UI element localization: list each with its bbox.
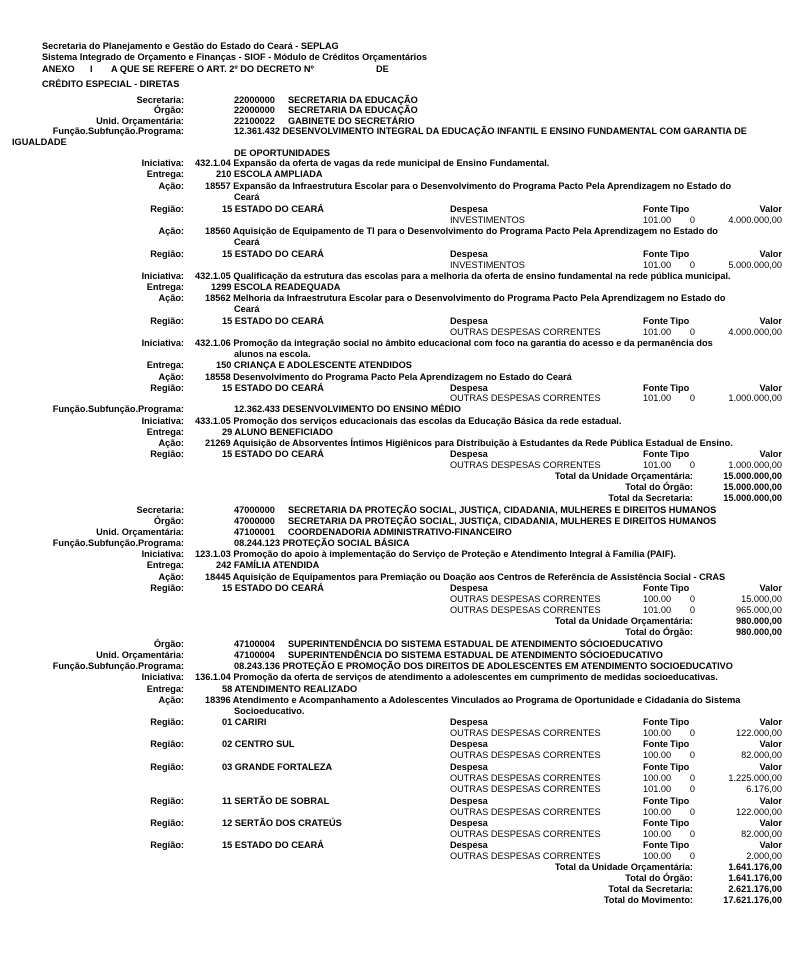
total-unidade-value: 980.000,00 <box>736 616 782 626</box>
tipo-cell: 0 <box>689 750 695 760</box>
acao-label: Ação: <box>158 372 184 382</box>
unid-label: Unid. Orçamentária: <box>96 527 184 537</box>
acao-text: 21269 Aquisição de Absorventes Íntimos Higiênicos para Distribuição à Estudantes da Rede Pública Estadual de Ensino. <box>205 438 733 448</box>
orgao-name: SECRETARIA DA EDUCAÇÃO <box>288 105 418 115</box>
valor-header: Valor <box>759 383 782 393</box>
regiao-name: 15 ESTADO DO CEARÁ <box>222 249 324 259</box>
entrega-label: Entrega: <box>146 360 184 370</box>
header-system-line: Sistema Integrado de Orçamento e Finanças - SIOF - Módulo de Créditos Orçamentários <box>42 52 427 62</box>
total-secretaria-label: Total da Secretaria: <box>608 493 693 503</box>
acao-text: 18396 Atendimento e Acompanhamento a Adolescentes Vinculados ao Programa de Oportunidade e Cidadania do Sistema <box>205 695 741 705</box>
fonte-header: Fonte <box>643 316 669 326</box>
iniciativa-text: 433.1.05 Promoção dos serviços educacionais das escolas da Educação Básica da rede estadual. <box>195 416 622 426</box>
unid-name: COORDENADORIA ADMINISTRATIVO-FINANCEIRO <box>288 527 512 537</box>
acao-text-cont: Ceará <box>234 237 260 247</box>
regiao-name: 15 ESTADO DO CEARÁ <box>222 383 324 393</box>
secretaria-name: SECRETARIA DA EDUCAÇÃO <box>288 95 418 105</box>
despesa-cell: OUTRAS DESPESAS CORRENTES <box>450 728 601 738</box>
total-secretaria-value: 2.621.176,00 <box>728 884 782 894</box>
despesa-header: Despesa <box>450 840 488 850</box>
fonte-cell: 101.00 <box>643 393 672 403</box>
despesa-header: Despesa <box>450 249 488 259</box>
tipo-cell: 0 <box>689 327 695 337</box>
total-orgao-value: 980.000,00 <box>736 627 782 637</box>
regiao-name: 15 ESTADO DO CEARÁ <box>222 449 324 459</box>
valor-header: Valor <box>759 840 782 850</box>
acao-label: Ação: <box>158 181 184 191</box>
regiao-label: Região: <box>150 818 184 828</box>
despesa-cell: INVESTIMENTOS <box>450 260 525 270</box>
annex-text: A QUE SE REFERE O ART. 2º DO DECRETO Nº <box>111 64 314 74</box>
valor-cell: 1.225.000,00 <box>728 773 782 783</box>
programa-name: 08.244.123 PROTEÇÃO SOCIAL BÁSICA <box>234 538 410 548</box>
tipo-header: Tipo <box>670 840 690 850</box>
fonte-cell: 101.00 <box>643 460 672 470</box>
valor-cell: 1.000.000,00 <box>728 393 782 403</box>
acao-label: Ação: <box>158 293 184 303</box>
fonte-header: Fonte <box>643 717 669 727</box>
fonte-cell: 100.00 <box>643 807 672 817</box>
entrega-text: 150 CRIANÇA E ADOLESCENTE ATENDIDOS <box>216 360 412 370</box>
regiao-label: Região: <box>150 249 184 259</box>
valor-cell: 82.000,00 <box>741 750 782 760</box>
despesa-header: Despesa <box>450 383 488 393</box>
programa-name: 08.243.136 PROTEÇÃO E PROMOÇÃO DOS DIREITOS DE ADOLESCENTES EM ATENDIMENTO SOCIOEDUCATIVO <box>234 661 733 671</box>
entrega-label: Entrega: <box>146 684 184 694</box>
regiao-label: Região: <box>150 717 184 727</box>
fonte-cell: 100.00 <box>643 829 672 839</box>
tipo-cell: 0 <box>689 260 695 270</box>
valor-cell: 1.000.000,00 <box>728 460 782 470</box>
valor-cell: 2.000,00 <box>746 851 782 861</box>
total-unidade-label: Total da Unidade Orçamentária: <box>554 471 693 481</box>
orgao-code: 47000000 <box>234 516 275 526</box>
regiao-label: Região: <box>150 316 184 326</box>
regiao-name: 02 CENTRO SUL <box>222 739 295 749</box>
acao-text: 18557 Expansão da Infraestrutura Escolar para o Desenvolvimento do Programa Pacto Pela Aprendizagem no Estado do <box>205 181 732 191</box>
orgao-code: 47100004 <box>234 639 275 649</box>
tipo-header: Tipo <box>670 249 690 259</box>
secretaria-code: 47000000 <box>234 505 275 515</box>
orgao-name: SECRETARIA DA PROTEÇÃO SOCIAL, JUSTIÇA, CIDADANIA, MULHERES E DIREITOS HUMANOS <box>288 516 717 526</box>
fonte-cell: 101.00 <box>643 605 672 615</box>
tipo-cell: 0 <box>689 807 695 817</box>
tipo-cell: 0 <box>689 393 695 403</box>
total-orgao-label: Total do Órgão: <box>625 627 693 637</box>
unid-code: 47100004 <box>234 650 275 660</box>
acao-label: Ação: <box>158 695 184 705</box>
orgao-label: Órgão: <box>153 516 184 526</box>
regiao-name: 11 SERTÃO DE SOBRAL <box>222 796 330 806</box>
fonte-cell: 100.00 <box>643 773 672 783</box>
entrega-text: 1299 ESCOLA READEQUADA <box>211 282 341 292</box>
annex-de: DE <box>376 64 389 74</box>
valor-cell: 4.000.000,00 <box>728 215 782 225</box>
unid-name: SUPERINTENDÊNCIA DO SISTEMA ESTADUAL DE ATENDIMENTO SÓCIOEDUCATIVO <box>288 650 663 660</box>
regiao-name: 15 ESTADO DO CEARÁ <box>222 840 324 850</box>
orgao-code: 22000000 <box>234 105 275 115</box>
acao-label: Ação: <box>158 438 184 448</box>
total-unidade-label: Total da Unidade Orçamentária: <box>554 616 693 626</box>
tipo-header: Tipo <box>670 818 690 828</box>
regiao-name: 01 CARIRI <box>222 717 267 727</box>
programa-name: 12.362.433 DESENVOLVIMENTO DO ENSINO MÉDIO <box>234 404 461 414</box>
iniciativa-text: 136.1.04 Promoção da oferta de serviços de atendimento a adolescentes em cumprimento de medidas socioeducativas. <box>195 672 718 682</box>
valor-header: Valor <box>759 449 782 459</box>
total-orgao-label: Total do Órgão: <box>625 873 693 883</box>
unid-label: Unid. Orçamentária: <box>96 116 184 126</box>
acao-text-cont: Socioeducativo. <box>234 706 305 716</box>
fonte-header: Fonte <box>643 383 669 393</box>
iniciativa-text: 432.1.05 Qualificação da estrutura das escolas para a melhoria da oferta de ensino fundamental na rede pública municipal. <box>195 271 731 281</box>
despesa-cell: OUTRAS DESPESAS CORRENTES <box>450 460 601 470</box>
despesa-cell: OUTRAS DESPESAS CORRENTES <box>450 784 601 794</box>
tipo-header: Tipo <box>670 739 690 749</box>
funcao-label: Função.Subfunção.Programa: <box>52 538 184 548</box>
regiao-label: Região: <box>150 383 184 393</box>
valor-cell: 6.176,00 <box>746 784 782 794</box>
total-unidade-value: 1.641.176,00 <box>728 862 782 872</box>
iniciativa-label: Iniciativa: <box>141 338 184 348</box>
valor-header: Valor <box>759 204 782 214</box>
programa-name-cont: IGUALDADE <box>12 137 67 147</box>
fonte-cell: 101.00 <box>643 784 672 794</box>
valor-cell: 4.000.000,00 <box>728 327 782 337</box>
annex-label: ANEXO <box>42 64 75 74</box>
unid-code: 47100001 <box>234 527 275 537</box>
iniciativa-text: 432.1.06 Promoção da integração social no âmbito educacional com foco na garantia do acesso e da permanência dos <box>195 338 713 348</box>
document-title: CRÉDITO ESPECIAL - DIRETAS <box>42 79 180 89</box>
tipo-cell: 0 <box>689 605 695 615</box>
total-orgao-value: 1.641.176,00 <box>728 873 782 883</box>
regiao-label: Região: <box>150 796 184 806</box>
tipo-header: Tipo <box>670 717 690 727</box>
tipo-header: Tipo <box>670 796 690 806</box>
fonte-cell: 100.00 <box>643 594 672 604</box>
acao-text: 18558 Desenvolvimento do Programa Pacto Pela Aprendizagem no Estado do Ceará <box>205 372 572 382</box>
header-org-line: Secretaria do Planejamento e Gestão do Estado do Ceará - SEPLAG <box>42 41 339 51</box>
fonte-cell: 101.00 <box>643 215 672 225</box>
despesa-header: Despesa <box>450 818 488 828</box>
iniciativa-label: Iniciativa: <box>141 549 184 559</box>
despesa-header: Despesa <box>450 316 488 326</box>
programa-name-cont: DE OPORTUNIDADES <box>234 148 330 158</box>
iniciativa-label: Iniciativa: <box>141 416 184 426</box>
tipo-cell: 0 <box>689 851 695 861</box>
funcao-label: Função.Subfunção.Programa: <box>52 404 184 414</box>
valor-header: Valor <box>759 818 782 828</box>
fonte-header: Fonte <box>643 583 669 593</box>
tipo-cell: 0 <box>689 784 695 794</box>
total-orgao-value: 15.000.000,00 <box>723 482 782 492</box>
programa-name: 12.361.432 DESENVOLVIMENTO INTEGRAL DA EDUCAÇÃO INFANTIL E ENSINO FUNDAMENTAL COM GARANTIA DE <box>234 126 747 136</box>
entrega-text: 29 ALUNO BENEFICIADO <box>222 427 333 437</box>
unid-code: 22100022 <box>234 116 275 126</box>
acao-text: 18560 Aquisição de Equipamento de TI para o Desenvolvimento do Programa Pacto Pela Aprendizagem no Estado do <box>205 226 718 236</box>
regiao-name: 15 ESTADO DO CEARÁ <box>222 204 324 214</box>
iniciativa-label: Iniciativa: <box>141 672 184 682</box>
regiao-name: 15 ESTADO DO CEARÁ <box>222 583 324 593</box>
fonte-header: Fonte <box>643 249 669 259</box>
valor-cell: 122.000,00 <box>736 807 782 817</box>
fonte-cell: 101.00 <box>643 327 672 337</box>
regiao-name: 03 GRANDE FORTALEZA <box>222 762 333 772</box>
tipo-header: Tipo <box>670 449 690 459</box>
fonte-cell: 100.00 <box>643 728 672 738</box>
despesa-cell: OUTRAS DESPESAS CORRENTES <box>450 393 601 403</box>
entrega-label: Entrega: <box>146 560 184 570</box>
regiao-label: Região: <box>150 762 184 772</box>
fonte-header: Fonte <box>643 796 669 806</box>
entrega-label: Entrega: <box>146 427 184 437</box>
despesa-cell: OUTRAS DESPESAS CORRENTES <box>450 327 601 337</box>
fonte-cell: 100.00 <box>643 750 672 760</box>
total-movimento-label: Total do Movimento: <box>603 895 693 905</box>
regiao-label: Região: <box>150 449 184 459</box>
funcao-label: Função.Subfunção.Programa: <box>52 126 184 136</box>
annex-number: I <box>90 64 93 74</box>
regiao-name: 12 SERTÃO DOS CRATEÚS <box>222 818 342 828</box>
fonte-header: Fonte <box>643 449 669 459</box>
valor-header: Valor <box>759 796 782 806</box>
despesa-cell: OUTRAS DESPESAS CORRENTES <box>450 605 601 615</box>
total-unidade-label: Total da Unidade Orçamentária: <box>554 862 693 872</box>
tipo-header: Tipo <box>670 383 690 393</box>
secretaria-name: SECRETARIA DA PROTEÇÃO SOCIAL, JUSTIÇA, CIDADANIA, MULHERES E DIREITOS HUMANOS <box>288 505 717 515</box>
total-secretaria-label: Total da Secretaria: <box>608 884 693 894</box>
despesa-cell: OUTRAS DESPESAS CORRENTES <box>450 829 601 839</box>
tipo-cell: 0 <box>689 460 695 470</box>
funcao-label: Função.Subfunção.Programa: <box>52 661 184 671</box>
tipo-cell: 0 <box>689 773 695 783</box>
acao-label: Ação: <box>158 572 184 582</box>
despesa-cell: OUTRAS DESPESAS CORRENTES <box>450 594 601 604</box>
secretaria-label: Secretaria: <box>136 505 184 515</box>
valor-header: Valor <box>759 249 782 259</box>
valor-cell: 15.000,00 <box>741 594 782 604</box>
unid-name: GABINETE DO SECRETÁRIO <box>288 116 415 126</box>
entrega-text: 58 ATENDIMENTO REALIZADO <box>222 684 358 694</box>
acao-text: 18562 Melhoria da Infraestrutura Escolar para o Desenvolvimento do Programa Pacto Pela Aprendizagem no Estado do <box>205 293 726 303</box>
unid-label: Unid. Orçamentária: <box>96 650 184 660</box>
iniciativa-label: Iniciativa: <box>141 158 184 168</box>
orgao-label: Órgão: <box>153 105 184 115</box>
regiao-label: Região: <box>150 204 184 214</box>
regiao-label: Região: <box>150 583 184 593</box>
secretaria-label: Secretaria: <box>136 95 184 105</box>
acao-label: Ação: <box>158 226 184 236</box>
total-unidade-value: 15.000.000,00 <box>723 471 782 481</box>
total-orgao-label: Total do Órgão: <box>625 482 693 492</box>
orgao-name: SUPERINTENDÊNCIA DO SISTEMA ESTADUAL DE ATENDIMENTO SÓCIOEDUCATIVO <box>288 639 663 649</box>
tipo-cell: 0 <box>689 728 695 738</box>
valor-cell: 82.000,00 <box>741 829 782 839</box>
total-movimento-value: 17.621.176,00 <box>723 895 782 905</box>
fonte-header: Fonte <box>643 204 669 214</box>
regiao-label: Região: <box>150 739 184 749</box>
secretaria-code: 22000000 <box>234 95 275 105</box>
despesa-cell: OUTRAS DESPESAS CORRENTES <box>450 807 601 817</box>
despesa-cell: OUTRAS DESPESAS CORRENTES <box>450 773 601 783</box>
fonte-cell: 100.00 <box>643 851 672 861</box>
iniciativa-text: 123.1.03 Promoção do apoio à implementação do Serviço de Proteção e Atendimento Integral à Família (PAIF). <box>195 549 676 559</box>
valor-header: Valor <box>759 316 782 326</box>
acao-text-cont: Ceará <box>234 304 260 314</box>
despesa-cell: OUTRAS DESPESAS CORRENTES <box>450 851 601 861</box>
tipo-cell: 0 <box>689 829 695 839</box>
orgao-label: Órgão: <box>153 639 184 649</box>
fonte-header: Fonte <box>643 739 669 749</box>
entrega-label: Entrega: <box>146 282 184 292</box>
entrega-label: Entrega: <box>146 169 184 179</box>
despesa-header: Despesa <box>450 739 488 749</box>
despesa-cell: OUTRAS DESPESAS CORRENTES <box>450 750 601 760</box>
tipo-cell: 0 <box>689 215 695 225</box>
valor-header: Valor <box>759 583 782 593</box>
valor-cell: 5.000.000,00 <box>728 260 782 270</box>
fonte-cell: 101.00 <box>643 260 672 270</box>
acao-text: 18445 Aquisição de Equipamentos para Premiação ou Doação aos Centros de Referência de Assistência Social - CRAS <box>205 572 726 582</box>
iniciativa-text: 432.1.04 Expansão da oferta de vagas da rede municipal de Ensino Fundamental. <box>195 158 550 168</box>
fonte-header: Fonte <box>643 762 669 772</box>
valor-cell: 122.000,00 <box>736 728 782 738</box>
total-secretaria-value: 15.000.000,00 <box>723 493 782 503</box>
iniciativa-text-cont: alunos na escola. <box>234 349 311 359</box>
regiao-name: 15 ESTADO DO CEARÁ <box>222 316 324 326</box>
fonte-header: Fonte <box>643 840 669 850</box>
tipo-cell: 0 <box>689 594 695 604</box>
despesa-header: Despesa <box>450 796 488 806</box>
despesa-header: Despesa <box>450 204 488 214</box>
regiao-label: Região: <box>150 840 184 850</box>
entrega-text: 242 FAMÍLIA ATENDIDA <box>216 560 320 570</box>
tipo-header: Tipo <box>670 762 690 772</box>
despesa-header: Despesa <box>450 583 488 593</box>
iniciativa-label: Iniciativa: <box>141 271 184 281</box>
tipo-header: Tipo <box>670 583 690 593</box>
tipo-header: Tipo <box>670 316 690 326</box>
valor-cell: 965.000,00 <box>736 605 782 615</box>
valor-header: Valor <box>759 717 782 727</box>
despesa-header: Despesa <box>450 762 488 772</box>
valor-header: Valor <box>759 739 782 749</box>
despesa-header: Despesa <box>450 449 488 459</box>
despesa-header: Despesa <box>450 717 488 727</box>
entrega-text: 210 ESCOLA AMPLIADA <box>216 169 323 179</box>
despesa-cell: INVESTIMENTOS <box>450 215 525 225</box>
acao-text-cont: Ceará <box>234 192 260 202</box>
valor-header: Valor <box>759 762 782 772</box>
tipo-header: Tipo <box>670 204 690 214</box>
fonte-header: Fonte <box>643 818 669 828</box>
